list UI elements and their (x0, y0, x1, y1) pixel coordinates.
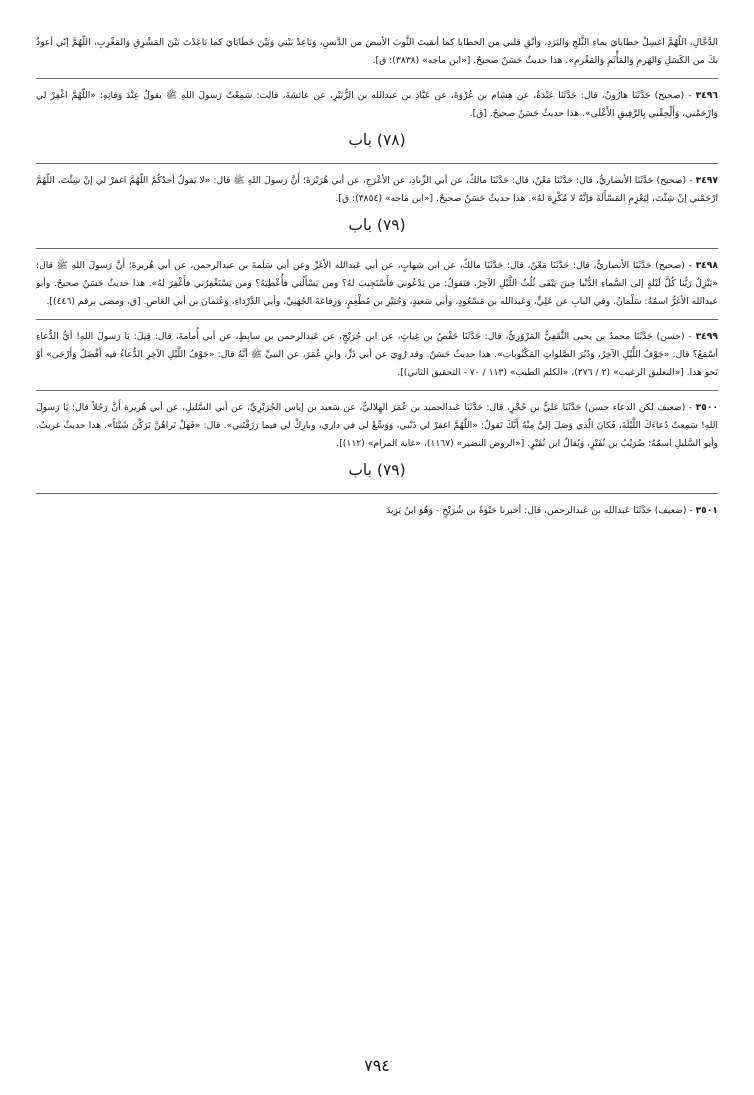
hadith-body: ٣٥٠٠ - (ضعيف لكن الدعاء حسن) حَدَّثَنَا عَليُّ بن حُجْرٍ، قال: حَدَّثَنَا عَبدالحميد بن عُمَرَ الهِلاليُّ، عن سَعيد بن إياس الجُرَيْرِيِّ، عن أبي السَّليلِ، عن أبي هُريرة أَنَّ رَجُلاً قال: يَا رَسولَ اللهِ! سَمِعتُ دُعاءَكَ اللَّيْلَةَ، فَكانَ الّذي وَصَلَ إليَّ مِنْهُ أَنَّكَ تَقولُ: «اللّهُمَّ اغفرْ لي ذَنْبي، وَوَسِّعْ لي في داري، وبارِكْ لي فيما رَزَقْتَني». قال: «فَهَلْ تَراهُنَّ تَرَكْنَ شَيْئاً». هذا حديثٌ غريبٌ. وأبو السَّليلِ اسمُهُ: ضُرَيْبُ بن نُفَيْرٍ، وَيُقالُ ابن نُقَيْرٍ. [«الروض النضير» (١١٦٧)، «غاية المرام» (١١٢)]. (36, 402, 718, 449)
hadith-number: ٣٤٩٩ (695, 331, 719, 342)
hadith-grade: (ضعيف لكن الدعاء حسن) (584, 402, 686, 413)
hadith-body: ٣٤٩٧ - (صحيح) حَدَّثَنَا الأنصاريُّ، قال: حَدَّثَنَا مَعْنٌ، قال: حَدَّثَنَا مالكٌ، عن أبي الزِّنادِ، عن الأعْرَجِ، عن أبي هُرَيْرَةَ؛ أَنَّ رَسولَ اللهِ ﷺ قال: «لا يَقولُ أحدُكُمْ اللّهُمَّ اغفرْ لي إنْ شِئْتَ، اللّهُمَّ ارْحَمْني إنْ شِئْتَ، لِيَعْزِمِ المَسْأَلَةَ فإنَّهُ لا مُكْرِهَ لهُ». هذا حديثٌ حَسَنٌ صحيحٌ. [«ابن ماجه» (٣٨٥٤): ق]. (36, 175, 719, 204)
separator-rule (36, 319, 718, 320)
hadith-number: ٣٥٠١ (695, 505, 718, 516)
hadith-body: ٣٤٩٦ - (صحيح) حَدَّثَنَا هارُونُ، قال: حَدَّثَنَا عَبْدَةُ، عن هِشام بن عُرْوَةَ، عن عَبَّادِ بن عبدالله بن الزُّبَيْرِ، عن عائشةَ، قالت: سَمِعْتُ رَسولَ اللهِ ﷺ يقولُ عِنْدَ وَفاتِهِ: «اللّهُمَّ اغْفِرْ لي وَارْحَمْني، وَأَلْحِقْني بِالرَّفِيقِ الأَعْلَى». هذا حديثٌ حَسَنٌ صحيحٌ. [ق]. (36, 90, 719, 119)
separator-rule (36, 248, 718, 249)
hadith-number: ٣٤٩٨ (695, 260, 719, 271)
hadith-3496 (36, 87, 718, 123)
hadith-body: ٣٤٩٨ - (صحيح) حَدَّثَنَا الأنصاريُّ، قال: حَدَّثَنَا مَعْنٌ، قال: حَدَّثَنَا مالكٌ، عن ابن شهابٍ، عن أبي عَبدالله الأغَرِّ وعن أبي سَلَمةَ بن عبدالرحمن، عن أبي هُريرةَ؛ أَنَّ رَسولَ اللهِ ﷺ قال: «يَنْزِلُ رَبُّنا كُلَّ لَيْلةٍ إلى السَّماءِ الدُّنْيا حِينَ يَبْقَى ثُلُثُ اللَّيْلِ الآخِرُ، فيَقولُ: من يَدْعُوني فأَسْتَجِيبَ لهُ؟ ومن يَسْأَلُني فأُعْطِيَهُ؟ ومن يَسْتَغْفِرُني فأَغْفِرَ لهُ». هذا حديثٌ حَسَنٌ صحيحٌ. وأبو عبدالله الأغَرُّ اسمُهُ: سَلْمانُ. وفي البابِ عن عَلِيٍّ، وَعَبدالله بن مَسْعُودٍ، وأبي سَعيدٍ، وَجُبَيْرِ بن مُطْعِمٍ، وَرِفاعَةَ الجُهَنِيِّ، وأبي الدَّرْداءِ، وَعُثمانَ بن أبي العَاصِ. [ق، ومضى برقم (٤٤٦)]. (36, 260, 719, 307)
hadith-grade: (حسن) (656, 331, 685, 342)
hadith-number: ٣٤٩٦ (695, 90, 719, 101)
hadith-grade: (ضعيف) (654, 505, 687, 516)
hadith-3497 (36, 172, 718, 208)
hadith-number: ٣٤٩٧ (695, 175, 719, 186)
hadith-3501 (36, 502, 718, 520)
hadith-grade: (صحيح) (656, 175, 687, 186)
hadith-text: حَدَّثَنَا عَليُّ بن حُجْرٍ، قال: حَدَّثَنَا عَبدالحميد بن عُمَرَ الهِلاليُّ، عن سَعيد بن إياس الجُرَيْرِيِّ، عن أبي السَّليلِ، عن أبي هُريرة أَنَّ رَجُلاً قال: يَا رَسولَ اللهِ! سَمِعتُ دُعاءَكَ اللَّيْلَةَ، فَكانَ الّذي وَصَلَ إليَّ مِنْهُ أَنَّكَ تَقولُ: «اللّهُمَّ اغفرْ لي ذَنْبي، وَوَسِّعْ لي في داري، وبارِكْ لي فيما رَزَقْتَني». قال: «فَهَلْ تَراهُنَّ تَرَكْنَ شَيْئاً». هذا حديثٌ غريبٌ. وأبو السَّليلِ اسمُهُ: ضُرَيْبُ بن نُفَيْرٍ، وَيُقالُ ابن نُقَيْرٍ. [«الروض النضير» (١١٦٧)، «غاية المرام» (١١٢)]. (36, 402, 718, 449)
chapter-heading: (٧٨) باب (348, 131, 406, 149)
page-number: ٧٩٤ (364, 1056, 390, 1075)
hadith-body: ٣٤٩٩ - (حسن) حَدَّثَنَا محمدُ بن يحيى الثَّقَفِيُّ المَرْوَزِيُّ، قال: حَدَّثَنَا حَفْصُ بن غِياثٍ، عن ابن جُرَيْجٍ، عن عَبدالرحمن بن سابِطٍ، عن أبي أُمامةَ، قال: قِيلَ: يَا رَسولَ اللهِ! أيُّ الدُّعاءِ أسْمَعُ؟ قال: «جَوْفُ اللَّيْلِ الآخِرُ، وَدُبُرَ الصَّلواتِ المَكْتُوباتِ». هذا حديثٌ حَسَنٌ. وقد رُوِيَ عن أبي ذَرٍّ، وابنِ عُمَرَ، عن النبيِّ ﷺ أنَّهُ قال: «جَوْفُ اللَّيْلِ الآخِرِ الدُّعاءُ فيه أَفْضَلُ وَأَرْجَى» أوْ نَحو هذا. [«التعليق الرغيب» (٢ / ٢٧٦)، «الكلم الطيب» (١١٣ / ٧٠ - التحقيق الثاني)]. (36, 331, 719, 378)
separator-rule (36, 78, 718, 79)
continuation-paragraph: الدَّجَّالِ، اللّهُمَّ اغسِلْ خطايايَ بماءِ الثَّلجِ وَالبَرَدِ، وَأنْقِ قلبي من الخطايا كما أنقيتَ الثَّوبَ الأبيضَ من الدَّنسِ، وَبَاعِدْ بَيْني وَبَيْنَ خَطَايَايَ كما بَاعَدْتَ بَيْنَ المَشْرِقِ وَالمَغْرِبِ، اللّهُمَّ إنّي أعوذُ بكَ من الكَسَلِ وَالهَرمِ وَالمَأْثَمِ وَالمَغْرمِ». هذا حديثٌ حَسَنٌ صحيحٌ. [«ابن ماجه» (٣٨٣٨): ق]. (36, 37, 718, 66)
separator-rule (36, 390, 718, 391)
hadith-text: حَدَّثَنَا الأنصاريُّ، قال: حَدَّثَنَا مَعْنٌ، قال: حَدَّثَنَا مالكٌ، عن أبي الزِّنادِ، عن الأعْرَجِ، عن أبي هُرَيْرَةَ؛ أَنَّ رَسولَ اللهِ ﷺ قال: «لا يَقولُ أحدُكُمْ اللّهُمَّ اغفرْ لي إنْ شِئْتَ، اللّهُمَّ ارْحَمْني إنْ شِئْتَ، لِيَعْزِمِ المَسْأَلَةَ فإنَّهُ لا مُكْرِهَ لهُ». هذا حديثٌ حَسَنٌ صحيحٌ. [«ابن ماجه» (٣٨٥٤): ق]. (36, 175, 718, 204)
chapter-heading: (٧٩) باب (348, 461, 406, 479)
hadith-3500 (36, 399, 718, 453)
hadith-grade: (صحيح) (655, 260, 685, 271)
hadith-body: ٣٥٠١ - (ضعيف) حَدَّثَنَا عَبدالله بن عَبدالرحمن، قال: أخبرنا حَيْوَةُ بن شُرَيْحٍ - وَهُوَ ابنُ يَزِيدَ (386, 505, 718, 516)
hadith-text: حَدَّثَنَا الأنصاريُّ، قال: حَدَّثَنَا مَعْنٌ، قال: حَدَّثَنَا مالكٌ، عن ابن شهابٍ، عن أبي عَبدالله الأغَرِّ وعن أبي سَلَمةَ بن عبدالرحمن، عن أبي هُريرةَ؛ أَنَّ رَسولَ اللهِ ﷺ قال: «يَنْزِلُ رَبُّنا كُلَّ لَيْلةٍ إلى السَّماءِ الدُّنْيا حِينَ يَبْقَى ثُلُثُ اللَّيْلِ الآخِرُ، فيَقولُ: من يَدْعُوني فأَسْتَجِيبَ لهُ؟ ومن يَسْأَلُني فأُعْطِيَهُ؟ ومن يَسْتَغْفِرُني فأَغْفِرَ لهُ». هذا حديثٌ حَسَنٌ صحيحٌ. وأبو عبدالله الأغَرُّ اسمُهُ: سَلْمانُ. وفي البابِ عن عَلِيٍّ، وَعَبدالله بن مَسْعُودٍ، وأبي سَعيدٍ، وَجُبَيْرِ بن مُطْعِمٍ، وَرِفاعَةَ الجُهَنِيِّ، وأبي الدَّرْداءِ، وَعُثمانَ بن أبي العَاصِ. [ق، ومضى برقم (٤٤٦)]. (36, 260, 718, 307)
chapter-heading: (٧٩) باب (348, 216, 406, 234)
hadith-text: حَدَّثَنَا محمدُ بن يحيى الثَّقَفِيُّ المَرْوَزِيُّ، قال: حَدَّثَنَا حَفْصُ بن غِياثٍ، عن ابن جُرَيْجٍ، عن عَبدالرحمن بن سابِطٍ، عن أبي أُمامةَ، قال: قِيلَ: يَا رَسولَ اللهِ! أيُّ الدُّعاءِ أسْمَعُ؟ قال: «جَوْفُ اللَّيْلِ الآخِرُ، وَدُبُرَ الصَّلواتِ المَكْتُوباتِ». هذا حديثٌ حَسَنٌ. وقد رُوِيَ عن أبي ذَرٍّ، وابنِ عُمَرَ، عن النبيِّ ﷺ أنَّهُ قال: «جَوْفُ اللَّيْلِ الآخِرِ الدُّعاءُ فيه أَفْضَلُ وَأَرْجَى» أوْ نَحو هذا. [«التعليق الرغيب» (٢ / ٢٧٦)، «الكلم الطيب» (١١٣ / ٧٠ - التحقيق الثاني)]. (36, 331, 718, 378)
hadith-text: حَدَّثَنَا عَبدالله بن عَبدالرحمن، قال: أخبرنا حَيْوَةُ بن شُرَيْحٍ - وَهُوَ ابنُ يَزِيدَ (386, 505, 652, 516)
hadith-number: ٣٥٠٠ (695, 402, 718, 413)
separator-rule (36, 163, 718, 164)
hadith-3498 (36, 257, 718, 311)
hadith-grade: (صحيح) (654, 90, 685, 101)
hadith-text: حَدَّثَنَا هارُونُ، قال: حَدَّثَنَا عَبْدَةُ، عن هِشام بن عُرْوَةَ، عن عَبَّادِ بن عبدالله بن الزُّبَيْرِ، عن عائشةَ، قالت: سَمِعْتُ رَسولَ اللهِ ﷺ يقولُ عِنْدَ وَفاتِهِ: «اللّهُمَّ اغْفِرْ لي وَارْحَمْني، وَأَلْحِقْني بِالرَّفِيقِ الأَعْلَى». هذا حديثٌ حَسَنٌ صحيحٌ. [ق]. (36, 90, 718, 119)
separator-rule (36, 493, 718, 494)
hadith-3499 (36, 328, 718, 382)
